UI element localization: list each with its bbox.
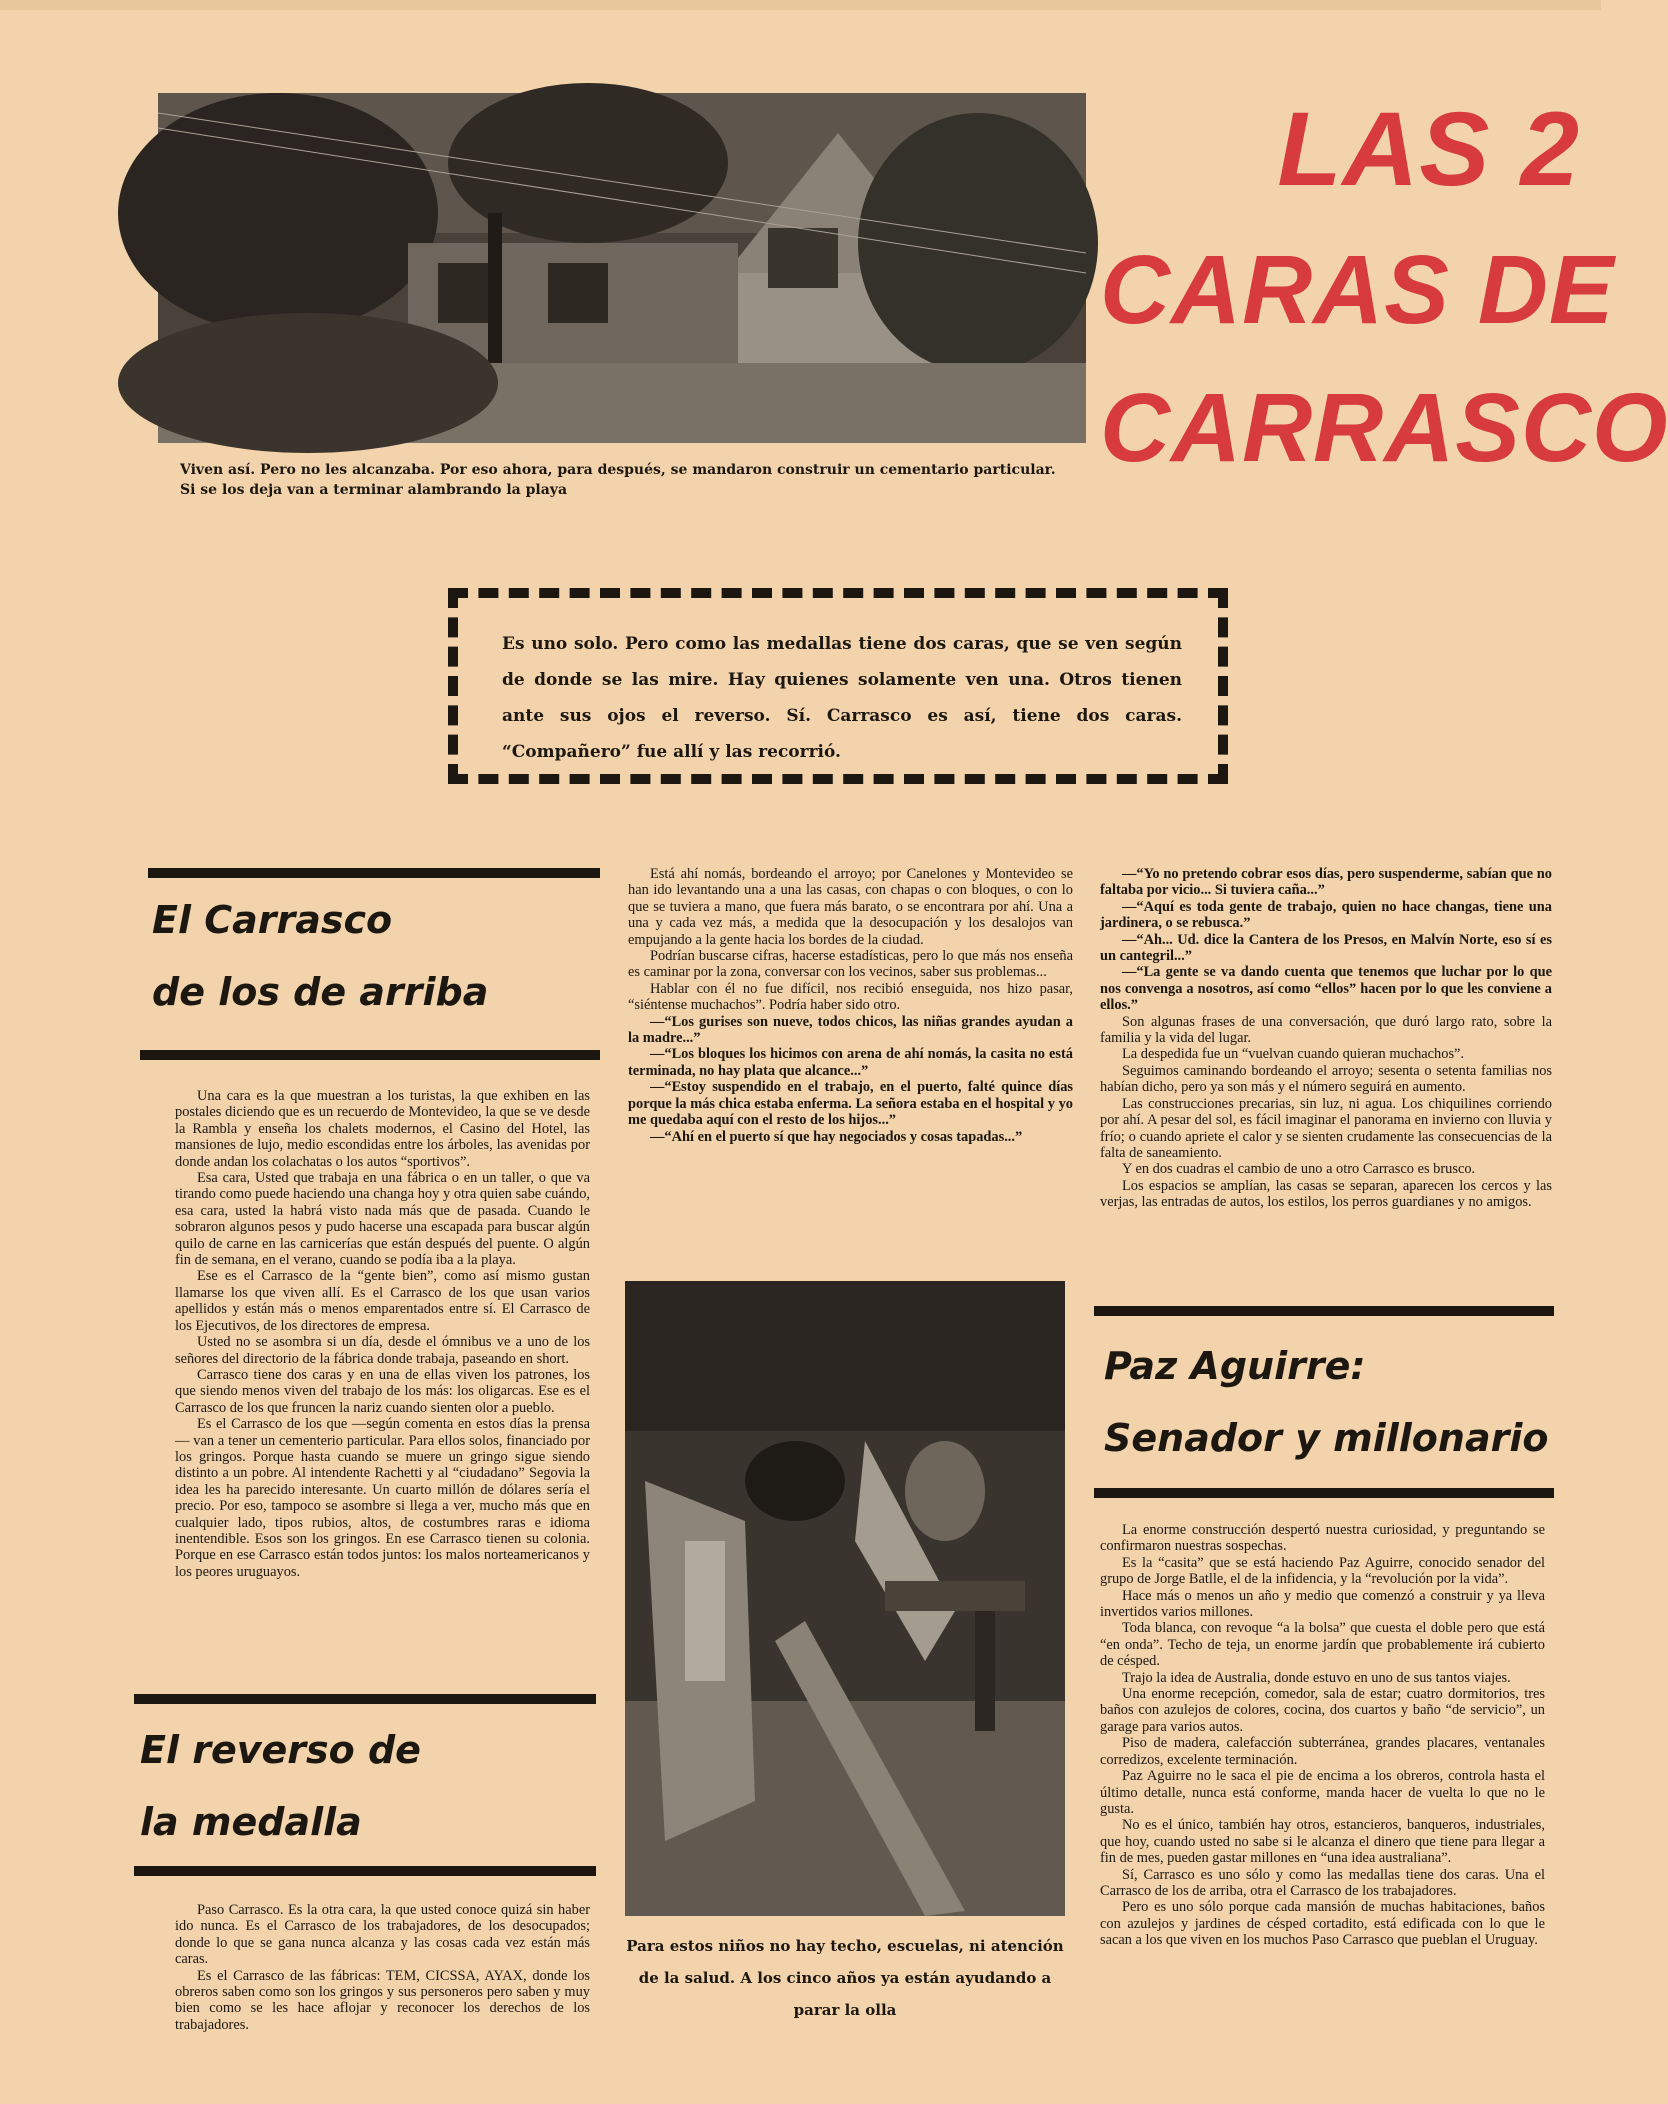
section1-paragraph: Una cara es la que muestran a los turistas, la que exhiben en las postales diciendo que es un recuerdo de Montevideo, la que se ve desde la Rambla y enseña los chalets modernos, el Casino del Hotel, las mansiones de lujo, medio escondidas entre los árboles, las avenidas por donde andan los colachatas o los autos “sportivos”. (175, 1088, 590, 1170)
column3-paragraph: Son algunas frases de una conversación, que duró largo rato, sobre la familia y la vida del lugar. (1100, 1013, 1552, 1047)
column3-paragraph: Y en dos cuadras el cambio de uno a otro Carrasco es brusco. (1122, 1161, 1476, 1178)
column3-paragraph: Los espacios se amplían, las casas se separan, aparecen los cercos y las verjas, las entradas de autos, los estilos, los perros guardianes y no amigos. (1100, 1177, 1552, 1211)
column2-quote: —“Los gurises son nueve, todos chicos, las niñas grandes ayudan a la madre...” (628, 1013, 1073, 1047)
section1-rule-top (148, 868, 600, 878)
headline-line-2: CARAS DE (1100, 235, 1615, 344)
column3-quote: —“Aquí es toda gente de trabajo, quien no hace changas, tiene una jardinera, o se rebusca.” (1100, 898, 1552, 932)
section1-heading (152, 884, 602, 1028)
section3-paragraph: No es el único, también hay otros, estancieros, banqueros, industriales, que hoy, cuando usted no sabe si le alcanza el dinero que tiene para llegar a fin de mes, pueden gastar millones en “una idea australiana”. (1100, 1817, 1545, 1867)
section1-title-line-1: El Carrasco (152, 898, 393, 942)
section3-paragraph: Toda blanca, con revoque “a la bolsa” que cuesta el doble pero que está “en onda”. Techo de teja, un enorme jardín que probablemente irá cubierto de césped. (1100, 1620, 1545, 1670)
section1-paragraph: Es el Carrasco de los que —según comenta en estos días la prensa— van a tener un cementerio particular. Para ellos solos, financiado por los gringos. Porque hasta cuando se muere un gringo sigue siendo distinto a un pobre. Al intendente Rachetti y al “ciudadano” Segovia la idea les ha parecido interesante. Un cuarto millón de dólares sería el precio. Por eso, tampoco se asombre si llega a ver, mucho más que en cualquier lado, tipos rubios, altos, de costumbres raras e idioma inentendible. Esos son los gringos. En ese Carrasco tienen su colonia. Porque en ese Carrasco están todos juntos: los malos norteamericanos y los peores uruguayos. (175, 1416, 590, 1580)
column2-body (628, 866, 1073, 1145)
column2-paragraph: Hablar con él no fue difícil, nos recibió enseguida, nos hizo pasar, “siéntense muchachos”. Podría haber sido otro. (628, 980, 1073, 1014)
section3-title-line-1: Paz Aguirre: (1104, 1344, 1366, 1388)
section1-rule-bottom (140, 1050, 600, 1060)
section2-paragraph: Paso Carrasco. Es la otra cara, la que usted conoce quizá sin haber ido nunca. Es el Carrasco de los trabajadores, de los desocupados; donde lo que se gana nunca alcanza y las cosas cada vez están más caras. (175, 1902, 590, 1968)
column3-quote: —“Yo no pretendo cobrar esos días, pero suspenderme, sabían que no faltaba por vicio... Si tuviera caña...” (1100, 866, 1552, 899)
chalet-photo-illustration (158, 93, 1086, 443)
column3-quote: —“La gente se va dando cuenta que tenemos que luchar por lo que nos convenga a nosotros, así como “ellos” hacen por lo que les conviene a ellos.” (1100, 964, 1552, 1014)
section3-paragraph: La enorme construcción despertó nuestra curiosidad, y preguntando se confirmaron nuestras sospechas. (1100, 1522, 1545, 1555)
column3-quote: —“Ah... Ud. dice la Cantera de los Presos, en Malvín Norte, eso sí es un cantegril...” (1100, 931, 1552, 965)
headline-line-3: CARRASCO (1100, 373, 1668, 482)
section3-body (1100, 1522, 1545, 1949)
column2-paragraph: Podrían buscarse cifras, hacerse estadísticas, pero lo que más nos enseña es caminar por la zona, conversar con los vecinos, saber sus problemas... (628, 948, 1073, 981)
intro-box: Es uno solo. Pero como las medallas tiene dos caras, que se ven según de donde se las mire. Hay quienes solamente ven una. Otros tienen ante sus ojos el reverso. Sí. Carrasco es así, tiene dos caras. “Compañero” fue allí y las recorrió. (448, 588, 1228, 784)
section2-title-line-1: El reverso de (140, 1728, 421, 1772)
section3-paragraph: Es la “casita” que se está haciendo Paz Aguirre, conocido senador del grupo de Jorge Batlle, el de la infidencia, y la “revolución por la vida”. (1100, 1554, 1545, 1588)
section1-paragraph: Usted no se asombra si un día, desde el ómnibus ve a uno de los señores del directorio de la fábrica donde trabaja, paseando en short. (175, 1334, 590, 1367)
page-top-edge (0, 0, 1601, 10)
section1-body (175, 1088, 590, 1580)
section3-paragraph: Piso de madera, calefacción subterránea, grandes placares, ventanales corredizos, excelente terminación. (1100, 1735, 1545, 1768)
section1-paragraph: Esa cara, Usted que trabaja en una fábrica o en un taller, o que va tirando como puede haciendo una changa hoy y otra quien sabe cuándo, esa cara, usted la habrá visto nada más que de pasada. Cuando le sobraron algunos pesos y pudo hacerse una escapada para buscar algún quilo de carne en las carnicerías que están después del puente. O algún fin de semana, en el verano, cuando se podía iba a la playa. (175, 1170, 590, 1269)
section3-paragraph: Pero es uno sólo porque cada mansión de muchas habitaciones, baños con azulejos y jardines de césped cortadito, está edificada con lo que le sacan a los que viven en los muchos Paso Carrasco que pueblan el Uruguay. (1100, 1899, 1545, 1949)
section1-paragraph: Carrasco tiene dos caras y en una de ellas viven los patrones, los que siendo menos viven del trabajo de los más: los oligarcas. Ese es el Carrasco de los que fruncen la nariz cuando sienten olor a pueblo. (175, 1366, 590, 1416)
section3-rule-bottom (1094, 1488, 1554, 1498)
section2-rule-top (134, 1694, 596, 1704)
section3-paragraph: Sí, Carrasco es uno sólo y como las medallas tiene dos caras. Una el Carrasco de los de arriba, otra el Carrasco de los trabajadores. (1100, 1866, 1545, 1899)
section3-paragraph: Una enorme recepción, comedor, sala de estar; cuatro dormitorios, tres baños con azulejos de colores, cocina, dos cuartos y baño “de servicio”, un garage para varios autos. (1100, 1686, 1545, 1735)
children-photo-caption: Para estos niños no hay techo, escuelas, ni atención de la salud. A los cinco años ya están ayudando a parar la olla (626, 1937, 1064, 2019)
section2-title-line-2: la medalla (140, 1800, 362, 1844)
section1-paragraph: Ese es el Carrasco de la “gente bien”, como así mismo gustan llamarse los que viven allí. Es el Carrasco de los que usan varios apellidos y están más o menos emparentados entre sí. El Carrasco de los Ejecutivos, de los directores de empresa. (175, 1268, 590, 1334)
section2-rule-bottom (134, 1866, 596, 1876)
section2-body (175, 1902, 590, 2033)
section3-title-line-2: Senador y millonario (1104, 1416, 1549, 1460)
headline-line-1: LAS 2 (1277, 91, 1580, 208)
section1-title-line-2: de los de arriba (152, 970, 489, 1014)
column2-quote: —“Ahí en el puerto sí que hay negociados y cosas tapadas...” (650, 1128, 1023, 1145)
section2-heading (140, 1714, 590, 1858)
section3-paragraph: Hace más o menos un año y medio que comenzó a construir y ya lleva invertidos varios millones. (1100, 1587, 1545, 1621)
column2-quote: —“Los bloques los hicimos con arena de ahí nomás, la casita no está terminada, no hay plata que alcance...” (628, 1046, 1073, 1079)
column2-quote: —“Estoy suspendido en el trabajo, en el puerto, falté quince días porque la más chica estaba enferma. La señora estaba en el hospital y yo me quedaba aquí con el resto de los hijos...” (628, 1079, 1073, 1129)
column3-paragraph: Seguimos caminando bordeando el arroyo; sesenta o setenta familias nos habían dicho, pero ya son más y el número seguirá en aumento. (1100, 1062, 1552, 1096)
section2-paragraph: Es el Carrasco de las fábricas: TEM, CICSSA, AYAX, donde los obreros saben como son los gringos y sus personeros pero saben y muy bien como se les hace aflojar y reconocer los derechos de los trabajadores. (175, 1967, 590, 2033)
column2-paragraph: Está ahí nomás, bordeando el arroyo; por Canelones y Montevideo se han ido levantando una a una las casas, con chapas o con bloques, o con lo que se tuviera a mano, que fuera más barato, o se encontrara por ahí. Una a una y cada vez más, a medida que la desocupación y los desalojos van empujando a la gente hacia los bordes de la ciudad. (628, 866, 1073, 948)
children-photo-illustration (625, 1281, 1065, 1916)
chalet-photo-caption: Viven así. Pero no les alcanzaba. Por eso ahora, para después, se mandaron construir un cementario particular. Si se los deja van a terminar alambrando la playa (180, 462, 1056, 498)
children-photo (625, 1281, 1065, 1916)
column3-paragraph: Las construcciones precarias, sin luz, ni agua. Los chiquilines corriendo por ahí. A pesar del sol, es fácil imaginar el panorama en invierno con lluvia y frío; o cuando apriete el calor y se sienten crudamente las consecuencias de la falta de saneamiento. (1100, 1095, 1552, 1161)
section3-paragraph: Trajo la idea de Australia, donde estuvo en uno de sus tantos viajes. (1122, 1669, 1511, 1686)
column3-body (1100, 866, 1552, 1211)
section3-paragraph: Paz Aguirre no le saca el pie de encima a los obreros, controla hasta el último detalle, nunca está conforme, manda hacer de vuelta lo que no le gusta. (1100, 1768, 1545, 1817)
section3-heading (1104, 1330, 1554, 1474)
chalet-photo (158, 93, 1086, 443)
section3-rule-top (1094, 1306, 1554, 1316)
column3-paragraph: La despedida fue un “vuelvan cuando quieran muchachos”. (1122, 1046, 1465, 1063)
